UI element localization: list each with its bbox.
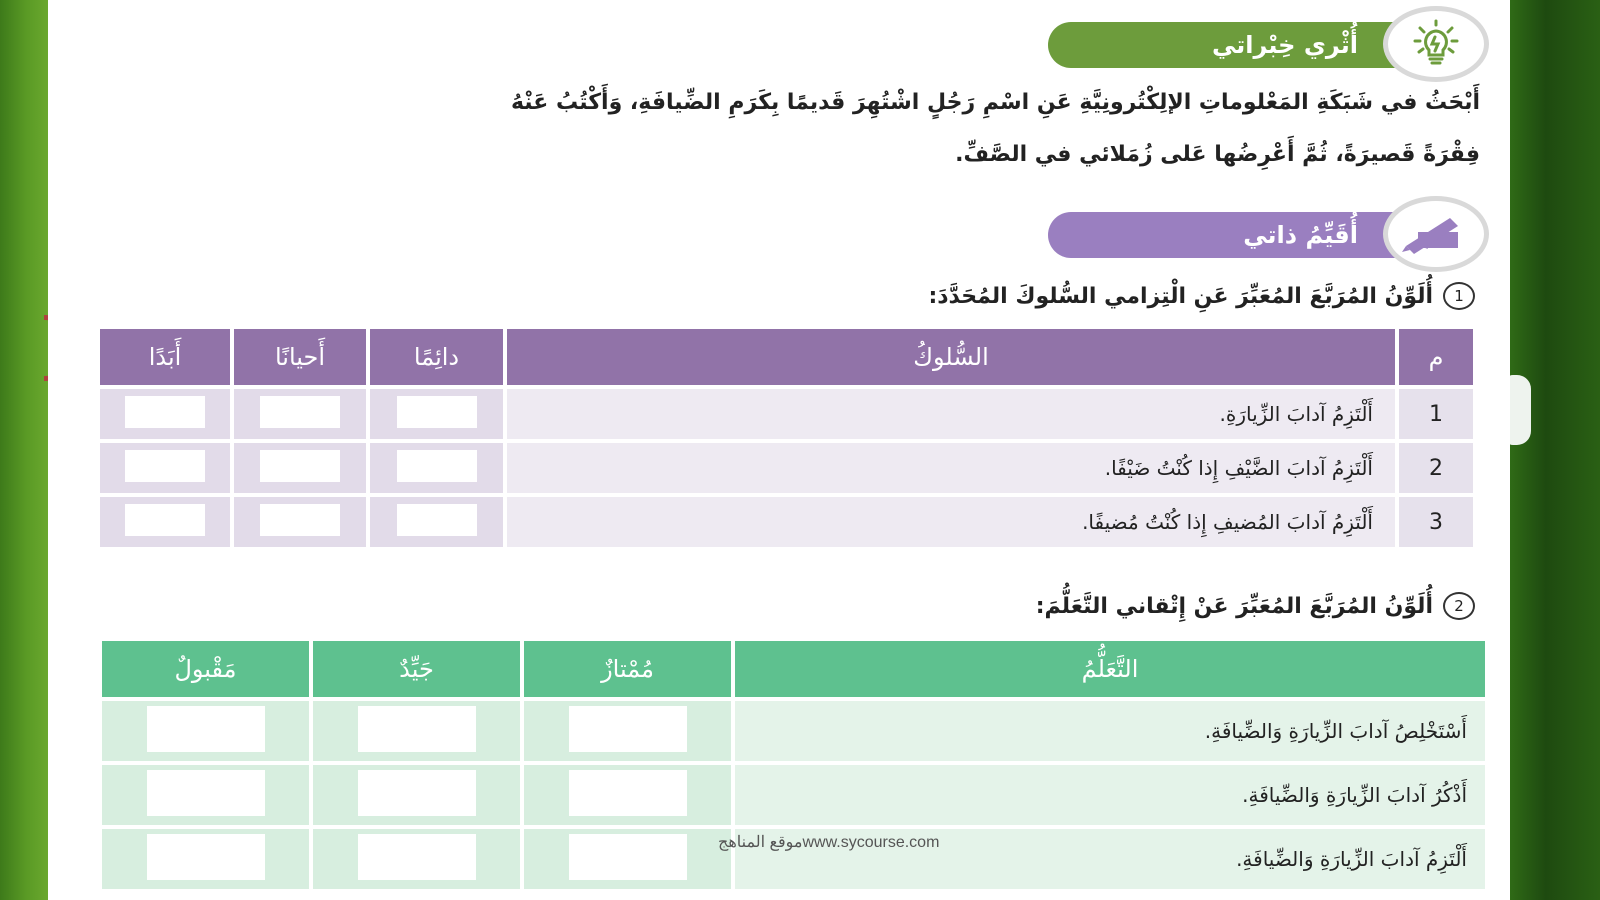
question2-number: 2: [1443, 592, 1475, 620]
good-cell: [313, 829, 520, 889]
question1-number: 1: [1443, 282, 1475, 310]
behavior-table-header: [100, 329, 1473, 385]
header-excellent: مُمْتازٌ: [524, 641, 731, 697]
row-number: 1: [1399, 389, 1473, 439]
color-box-never[interactable]: [125, 396, 205, 428]
always-cell: [370, 497, 503, 547]
research-instruction-line2: فِقْرَةً قَصيرَةً، ثُمَّ أَعْرِضُها عَلى زُمَلائي في الصَّفِّ.: [955, 142, 1480, 167]
header-sometimes: أَحيانًا: [234, 329, 366, 385]
sometimes-cell: [234, 443, 366, 493]
question1-text: أُلَوِّنُ المُرَبَّعَ المُعَبِّرَ عَنِ الْتِزامي السُّلوكَ المُحَدَّدَ:: [928, 283, 1433, 309]
section1-title-text: أُثْري خِبْراتي: [1211, 31, 1358, 59]
lightbulb-icon: [1383, 6, 1489, 82]
table-row: [100, 497, 1473, 547]
color-box-always[interactable]: [397, 396, 477, 428]
section2-title-text: أُقَيِّمُ ذاتي: [1243, 221, 1358, 249]
never-cell: [100, 389, 230, 439]
color-box-always[interactable]: [397, 504, 477, 536]
question2: [1036, 592, 1475, 620]
worksheet-page: [48, 0, 1510, 900]
watermark-text: موقع المناهجwww.sycourse.com: [718, 834, 940, 851]
learning-cell: أَسْتَخْلِصُ آدابَ الزِّيارَةِ وَالضِّيافَةِ.: [735, 701, 1485, 761]
sometimes-cell: [234, 497, 366, 547]
row-number: 3: [1399, 497, 1473, 547]
color-box-good[interactable]: [358, 770, 476, 816]
excellent-cell: [524, 765, 731, 825]
acceptable-cell: [102, 701, 309, 761]
acceptable-cell: [102, 765, 309, 825]
table-row: [102, 701, 1485, 761]
left-green-border: [0, 0, 48, 900]
behavior-cell: أَلْتَزِمُ آدابَ الزِّيارَةِ.: [507, 389, 1395, 439]
question2-text: أُلَوِّنُ المُرَبَّعَ المُعَبِّرَ عَنْ إِتْقاني التَّعَلُّمَ:: [1035, 593, 1433, 619]
acceptable-cell: [102, 829, 309, 889]
color-box-excellent[interactable]: [569, 770, 687, 816]
question1: [928, 282, 1475, 310]
table-row: [100, 389, 1473, 439]
color-box-sometimes[interactable]: [260, 396, 340, 428]
header-good: جَيِّدٌ: [313, 641, 520, 697]
color-box-always[interactable]: [397, 450, 477, 482]
header-behavior: السُّلوكُ: [507, 329, 1395, 385]
color-box-sometimes[interactable]: [260, 504, 340, 536]
good-cell: [313, 701, 520, 761]
never-cell: [100, 497, 230, 547]
good-cell: [313, 765, 520, 825]
header-learning: التَّعَلُّمُ: [735, 641, 1485, 697]
learning-table: [98, 637, 1489, 893]
behavior-cell: أَلْتَزِمُ آدابَ الضَّيْفِ إِذا كُنْتُ ضَيْفًا.: [507, 443, 1395, 493]
color-box-acceptable[interactable]: [147, 770, 265, 816]
always-cell: [370, 443, 503, 493]
right-green-border: [1510, 0, 1600, 900]
color-box-acceptable[interactable]: [147, 706, 265, 752]
learning-cell: أَذْكُرُ آدابَ الزِّيارَةِ وَالضِّيافَةِ.: [735, 765, 1485, 825]
color-box-excellent[interactable]: [569, 706, 687, 752]
color-box-excellent[interactable]: [569, 834, 687, 880]
behavior-cell: أَلْتَزِمُ آدابَ المُضيفِ إِذا كُنْتُ مُضيفًا.: [507, 497, 1395, 547]
header-never: أَبَدًا: [100, 329, 230, 385]
color-box-good[interactable]: [358, 706, 476, 752]
sometimes-cell: [234, 389, 366, 439]
never-cell: [100, 443, 230, 493]
learning-cell: أَلْتَزِمُ آدابَ الزِّيارَةِ وَالضِّيافَةِ.: [735, 829, 1485, 889]
header-num: م: [1399, 329, 1473, 385]
color-box-never[interactable]: [125, 450, 205, 482]
table-row: [100, 443, 1473, 493]
excellent-cell: [524, 701, 731, 761]
research-instruction-line1: أَبْحَثُ في شَبَكَةِ المَعْلوماتِ الإلِكْتُرونِيَّةِ عَنِ اسْمِ رَجُلٍ اشْتُهِرَ قَديمًا بِكَرَمِ الضِّيافَةِ، وَأَكْتُبُ عَنْهُ: [510, 90, 1480, 115]
row-number: 2: [1399, 443, 1473, 493]
learning-table-header: [102, 641, 1485, 697]
header-acceptable: مَقْبولٌ: [102, 641, 309, 697]
color-box-good[interactable]: [358, 834, 476, 880]
table-row: [102, 765, 1485, 825]
header-always: دائِمًا: [370, 329, 503, 385]
color-box-never[interactable]: [125, 504, 205, 536]
excellent-cell: [524, 829, 731, 889]
always-cell: [370, 389, 503, 439]
color-box-acceptable[interactable]: [147, 834, 265, 880]
behavior-table: [96, 325, 1477, 551]
color-box-sometimes[interactable]: [260, 450, 340, 482]
pen-writing-icon: [1383, 196, 1489, 272]
